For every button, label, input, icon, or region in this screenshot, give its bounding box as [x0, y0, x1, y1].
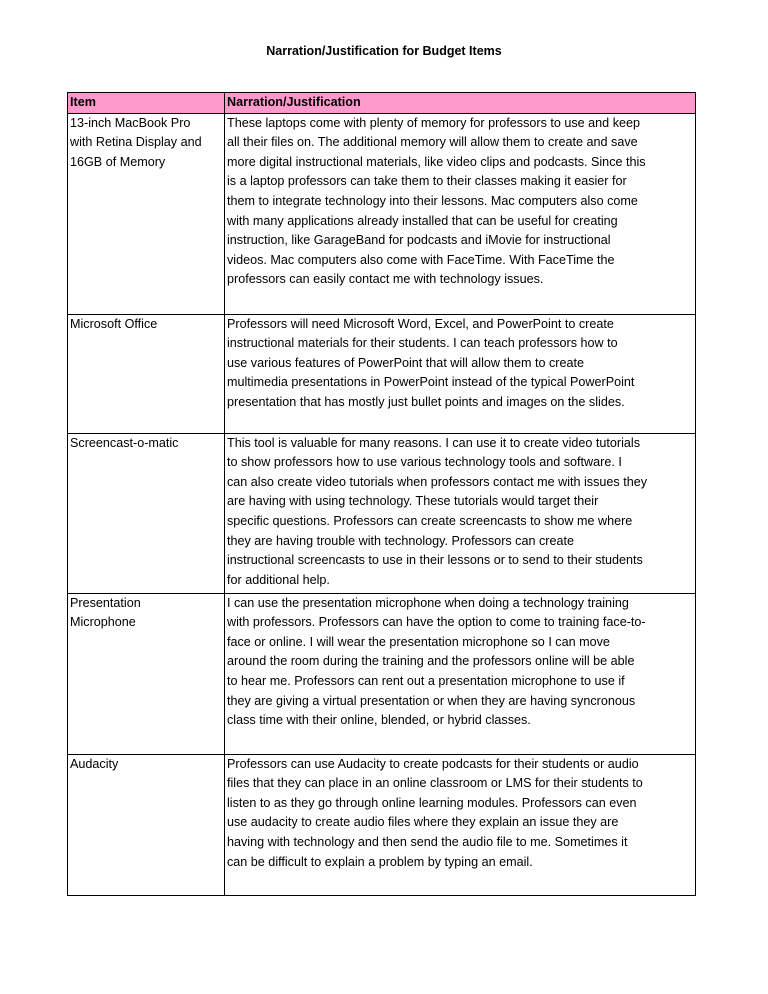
narration-cell: [225, 314, 696, 433]
cell-line: Audacity: [70, 756, 119, 771]
cell-line: Professors will need Microsoft Word, Excel, and PowerPoint to create: [227, 316, 614, 331]
table-row: [68, 314, 696, 433]
narration-cell: [225, 754, 696, 895]
cell-line: class time with their online, blended, or hybrid classes.: [227, 713, 531, 728]
cell-line: videos. Mac computers also come with FaceTime. With FaceTime the: [227, 252, 615, 267]
item-cell: [68, 754, 225, 895]
cell-line: use various features of PowerPoint that will allow them to create: [227, 355, 584, 370]
cell-line: for additional help.: [227, 572, 330, 587]
cell-line: 13-inch MacBook Pro: [70, 115, 191, 130]
cell-line: all their files on. The additional memory will allow them to create and save: [227, 135, 638, 150]
cell-line: with professors. Professors can have the option to come to training face-to-: [227, 615, 646, 630]
table-header: [68, 93, 696, 114]
table-row: [68, 593, 696, 754]
cell-line: specific questions. Professors can create screencasts to show me where: [227, 513, 633, 528]
cell-line: professors can easily contact me with technology issues.: [227, 272, 544, 287]
cell-line: they are having trouble with technology. Professors can create: [227, 533, 574, 548]
table-row: [68, 754, 696, 895]
cell-line: multimedia presentations in PowerPoint instead of the typical PowerPoint: [227, 375, 635, 390]
cell-line: Presentation: [70, 595, 141, 610]
cell-line: can be difficult to explain a problem by typing an email.: [227, 854, 533, 869]
table-row: [68, 433, 696, 593]
cell-line: 16GB of Memory: [70, 154, 166, 169]
cell-line: around the room during the training and the professors online will be able: [227, 654, 635, 669]
cell-line: they are giving a virtual presentation or when they are having syncronous: [227, 693, 636, 708]
cell-line: presentation that has mostly just bullet points and images on the slides.: [227, 394, 625, 409]
cell-line: Microsoft Office: [70, 316, 158, 331]
header-narration: Narration/Justification: [225, 93, 696, 114]
item-cell: [68, 314, 225, 433]
document-title: Narration/Justification for Budget Items: [266, 44, 502, 58]
item-cell: [68, 433, 225, 593]
cell-line: This tool is valuable for many reasons. I can use it to create video tutorials: [227, 435, 640, 450]
cell-line: them to integrate technology into their lessons. Mac computers also come: [227, 193, 638, 208]
cell-line: are having with using technology. These tutorials would target their: [227, 494, 599, 509]
cell-line: These laptops come with plenty of memory for professors to use and keep: [227, 115, 640, 130]
cell-line: Microphone: [70, 615, 136, 630]
cell-line: with many applications already installed that can be useful for creating: [227, 213, 618, 228]
header-item: Item: [68, 93, 225, 114]
narration-cell: [225, 433, 696, 593]
cell-line: use audacity to create audio files where they explain an issue they are: [227, 815, 619, 830]
cell-line: Professors can use Audacity to create podcasts for their students or audio: [227, 756, 639, 771]
cell-line: can also create video tutorials when professors contact me with issues they: [227, 474, 647, 489]
cell-line: instructional screencasts to use in their lessons or to send to their students: [227, 553, 643, 568]
item-cell: [68, 113, 225, 314]
cell-line: face or online. I will wear the presentation microphone so I can move: [227, 634, 610, 649]
cell-line: instruction, like GarageBand for podcasts and iMovie for instructional: [227, 233, 611, 248]
cell-line: files that they can place in an online classroom or LMS for their students to: [227, 776, 643, 791]
cell-line: instructional materials for their students. I can teach professors how to: [227, 336, 618, 351]
cell-line: having with technology and then send the audio file to me. Sometimes it: [227, 834, 628, 849]
narration-cell: [225, 113, 696, 314]
cell-line: to hear me. Professors can rent out a presentation microphone to use if: [227, 673, 625, 688]
table-row: [68, 113, 696, 314]
cell-line: more digital instructional materials, like video clips and podcasts. Since this: [227, 154, 646, 169]
cell-line: I can use the presentation microphone when doing a technology training: [227, 595, 629, 610]
cell-line: is a laptop professors can take them to their classes making it easier for: [227, 174, 627, 189]
cell-line: with Retina Display and: [70, 135, 202, 150]
cell-line: to show professors how to use various technology tools and software. I: [227, 455, 622, 470]
item-cell: [68, 593, 225, 754]
cell-line: listen to as they go through online learning modules. Professors can even: [227, 795, 637, 810]
budget-table: [67, 92, 696, 896]
narration-cell: [225, 593, 696, 754]
cell-line: Screencast-o-matic: [70, 435, 179, 450]
